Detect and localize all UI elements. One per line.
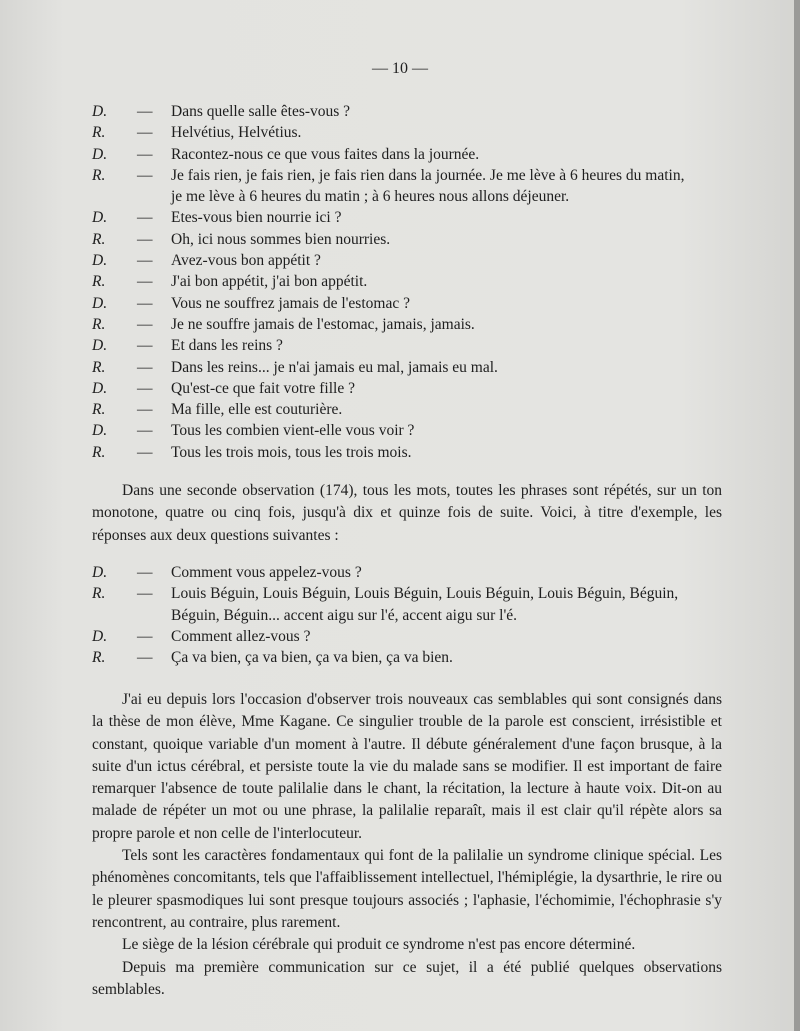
paragraph: J'ai eu depuis lors l'occasion d'observer trois nouveaux cas semblables qui sont consignés dans la thèse de mon élève, Mme Kagane. Ce singulier trouble de la parole est conscient, irrésistible et constant, quoique variable d'un moment à l'autre. Il débute généralement d'une façon brusque, à la suite d'un ictus cérébral, et persiste toute la vie du malade sans se modifier. Il est important de faire remarquer l'absence de toute palilalie dans le chant, la récitation, la lecture à haute voix. Dit-on au malade de répéter un mot ou une phrase, la palilalie reparaît, mais il est clair qu'il répète alors sa propre parole et non celle de l'interlocuteur.: [92, 691, 722, 842]
speaker-label: R.: [92, 166, 106, 184]
paragraph: Le siège de la lésion cérébrale qui produit ce syndrome n'est pas encore déterminé.: [122, 936, 636, 954]
dialogue-text: Ça va bien, ça va bien, ça va bien, ça va bien.: [171, 649, 453, 667]
dialogue-line: [92, 229, 722, 250]
speaker-label: R.: [92, 358, 106, 376]
speaker-label: D.: [92, 252, 108, 270]
dialogue-continuation: je me lève à 6 heures du matin ; à 6 heures nous allons déjeuner.: [171, 188, 570, 206]
dialogue-line: [92, 101, 722, 122]
speaker-label: R.: [92, 273, 106, 291]
speaker-label: D.: [92, 209, 108, 227]
dialogue-line: [92, 442, 722, 463]
dash: —: [137, 166, 153, 184]
dialogue-text: Ma fille, elle est couturière.: [171, 401, 343, 419]
dash: —: [137, 627, 153, 645]
speaker-label: D.: [92, 379, 108, 397]
speaker-label: R.: [92, 585, 106, 603]
dash: —: [137, 273, 153, 291]
dialogue-line: [92, 207, 722, 228]
dialogue-text: Racontez-nous ce que vous faites dans la journée.: [171, 145, 480, 163]
dialogue-text: Tous les combien vient-elle vous voir ?: [171, 422, 415, 440]
dialogue-line: [92, 378, 722, 399]
speaker-label: R.: [92, 443, 106, 461]
dash: —: [137, 358, 153, 376]
dash: —: [137, 401, 153, 419]
speaker-label: R.: [92, 649, 106, 667]
dialogue-text: Helvétius, Helvétius.: [171, 124, 302, 142]
dash: —: [137, 315, 153, 333]
speaker-label: R.: [92, 124, 106, 142]
speaker-label: D.: [92, 422, 108, 440]
dialogue-line: [92, 271, 722, 292]
dialogue-text: Oh, ici nous sommes bien nourries.: [171, 230, 391, 248]
dash: —: [137, 294, 153, 312]
paragraph: Tels sont les caractères fondamentaux qui font de la palilalie un syndrome clinique spécial. Les phénomènes concomitants, tels que l'affaiblissement intellectuel, l'hémiplégie, la dysarthrie, le rire ou le pleurer spasmodiques lui sont presque toujours associés ; l'aphasie, l'échomimie, l'échophrasie s'y rencontrent, au contraire, plus rarement.: [92, 847, 722, 931]
dash: —: [137, 422, 153, 440]
dialogue-text: Et dans les reins ?: [171, 337, 283, 355]
dialogue-text: Tous les trois mois, tous les trois mois.: [171, 443, 412, 461]
dialogue-block-2: [92, 562, 722, 668]
dialogue-continuation: Béguin, Béguin... accent aigu sur l'é, accent aigu sur l'é.: [171, 606, 518, 624]
dialogue-line: [92, 562, 722, 583]
dialogue-line: [92, 399, 722, 420]
dash: —: [137, 252, 153, 270]
dialogue-text: Louis Béguin, Louis Béguin, Louis Béguin, Louis Béguin, Louis Béguin, Béguin,: [171, 585, 679, 603]
dialogue-line: [92, 647, 722, 668]
dash: —: [137, 209, 153, 227]
dialogue-line: [92, 357, 722, 378]
speaker-label: R.: [92, 315, 106, 333]
dialogue-text: Avez-vous bon appétit ?: [171, 252, 321, 270]
speaker-label: D.: [92, 294, 108, 312]
speaker-label: D.: [92, 564, 108, 581]
dash: —: [137, 443, 153, 461]
dialogue-text: Comment allez-vous ?: [171, 627, 311, 645]
dialogue-line: [92, 420, 722, 441]
dialogue-line: [92, 144, 722, 165]
dialogue-text: Dans les reins... je n'ai jamais eu mal, jamais eu mal.: [171, 358, 498, 376]
dialogue-line: [92, 583, 722, 604]
dash: —: [137, 585, 153, 603]
speaker-label: D.: [92, 337, 108, 355]
speaker-label: R.: [92, 401, 106, 419]
dash: —: [137, 379, 153, 397]
dialogue-line: [92, 165, 722, 186]
dialogue-line: [92, 626, 722, 647]
dialogue-text: J'ai bon appétit, j'ai bon appétit.: [171, 273, 368, 291]
page-number: — 10 —: [372, 60, 428, 77]
speaker-label: D.: [92, 103, 108, 120]
paragraph-intro: Dans une seconde observation (174), tous les mots, toutes les phrases sont répétés, sur un ton monotone, quatre ou cinq fois, jusqu'à dix et quinze fois de suite. Voici, à titre d'exemple, les réponses aux deux questions suivantes :: [92, 482, 722, 544]
dialogue-text: Dans quelle salle êtes-vous ?: [171, 103, 351, 120]
dialogue-line: [92, 293, 722, 314]
dialogue-line: [92, 335, 722, 356]
dash: —: [137, 103, 153, 120]
dash: —: [137, 124, 153, 142]
dash: —: [137, 230, 153, 248]
dialogue-text: Qu'est-ce que fait votre fille ?: [171, 379, 355, 397]
dash: —: [137, 145, 153, 163]
paragraph: Depuis ma première communication sur ce sujet, il a été publié quelques observations semblables.: [92, 958, 722, 998]
dialogue-text: Vous ne souffrez jamais de l'estomac ?: [171, 294, 410, 312]
dialogue-line: [92, 250, 722, 271]
dash: —: [137, 564, 153, 581]
dash: —: [137, 337, 153, 355]
dialogue-block-1: [92, 101, 722, 463]
dash: —: [137, 649, 153, 667]
dialogue-line: [92, 314, 722, 335]
body-text: [92, 689, 722, 1001]
dialogue-text: Je fais rien, je fais rien, je fais rien dans la journée. Je me lève à 6 heures du matin,: [171, 166, 685, 184]
dialogue-text: Comment vous appelez-vous ?: [171, 564, 362, 581]
speaker-label: D.: [92, 627, 108, 645]
speaker-label: R.: [92, 230, 106, 248]
speaker-label: D.: [92, 145, 108, 163]
dialogue-line: [92, 122, 722, 143]
dialogue-text: Je ne souffre jamais de l'estomac, jamais, jamais.: [171, 315, 475, 333]
dialogue-text: Etes-vous bien nourrie ici ?: [171, 209, 342, 227]
